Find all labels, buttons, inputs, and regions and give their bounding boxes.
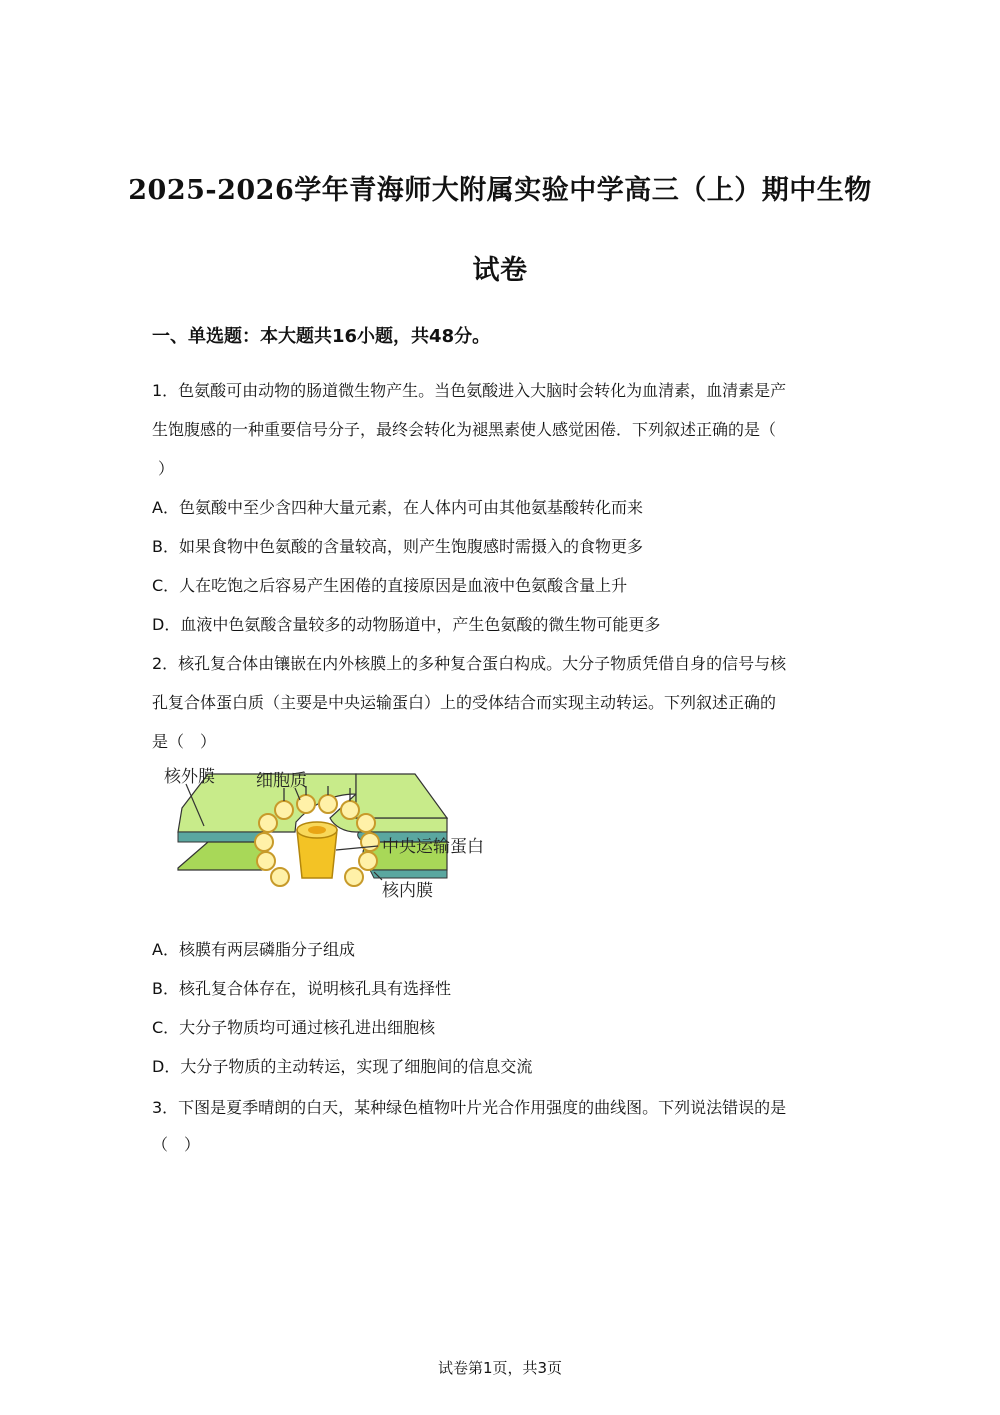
question-2-option-d: D．大分子物质的主动转运，实现了细胞间的信息交流 <box>152 1057 533 1076</box>
question-2-option-c: C．大分子物质均可通过核孔进出细胞核 <box>152 1018 436 1037</box>
question-3-stem-line: （ ） <box>152 1135 201 1154</box>
section-heading: 一、单选题：本大题共16小题，共48分。 <box>152 326 491 347</box>
page-title: 2025-2026学年青海师大附属实验中学高三（上）期中生物 <box>128 175 872 206</box>
lower-membrane <box>178 842 268 870</box>
inner-membrane-label: 核内膜 <box>382 881 433 901</box>
question-1-stem-line: ） <box>158 459 175 478</box>
question-1-option-c: C．人在吃饱之后容易产生困倦的直接原因是血液中色氨酸含量上升 <box>152 576 628 595</box>
nuclear-pore-diagram <box>160 760 510 909</box>
question-2-stem-line: 孔复合体蛋白质（主要是中央运输蛋白）上的受体结合而实现主动转运。下列叙述正确的 <box>152 693 777 712</box>
question-2-option-b: B．核孔复合体存在，说明核孔具有选择性 <box>152 979 451 998</box>
page-footer: 试卷第1页，共3页 <box>437 1359 563 1377</box>
question-1-option-a: A．色氨酸中至少含四种大量元素，在人体内可由其他氨基酸转化而来 <box>152 498 643 517</box>
page-title-line2: 试卷 <box>472 255 528 286</box>
question-1-stem-line: 1．色氨酸可由动物的肠道微生物产生。当色氨酸进入大脑时会转化为血清素，血清素是产 <box>152 381 787 400</box>
central-transport-protein-label: 中央运输蛋白 <box>382 837 484 857</box>
question-2-stem-line: 是（ ） <box>152 732 217 751</box>
outer-membrane-label: 核外膜 <box>164 767 215 787</box>
question-2-stem-line: 2．核孔复合体由镶嵌在内外核膜上的多种复合蛋白构成。大分子物质凭借自身的信号与核 <box>152 654 787 673</box>
question-2-option-a: A．核膜有两层磷脂分子组成 <box>152 940 355 959</box>
question-1-option-b: B．如果食物中色氨酸的含量较高，则产生饱腹感时需摄入的食物更多 <box>152 537 643 556</box>
question-3-stem-line: 3．下图是夏季晴朗的白天，某种绿色植物叶片光合作用强度的曲线图。下列说法错误的是 <box>152 1098 787 1117</box>
question-1-stem-line: 生饱腹感的一种重要信号分子，最终会转化为褪黑素使人感觉困倦．下列叙述正确的是（ <box>152 420 777 439</box>
cytoplasm-label: 细胞质 <box>256 771 307 791</box>
question-1-option-d: D．血液中色氨酸含量较多的动物肠道中，产生色氨酸的微生物可能更多 <box>152 615 661 634</box>
